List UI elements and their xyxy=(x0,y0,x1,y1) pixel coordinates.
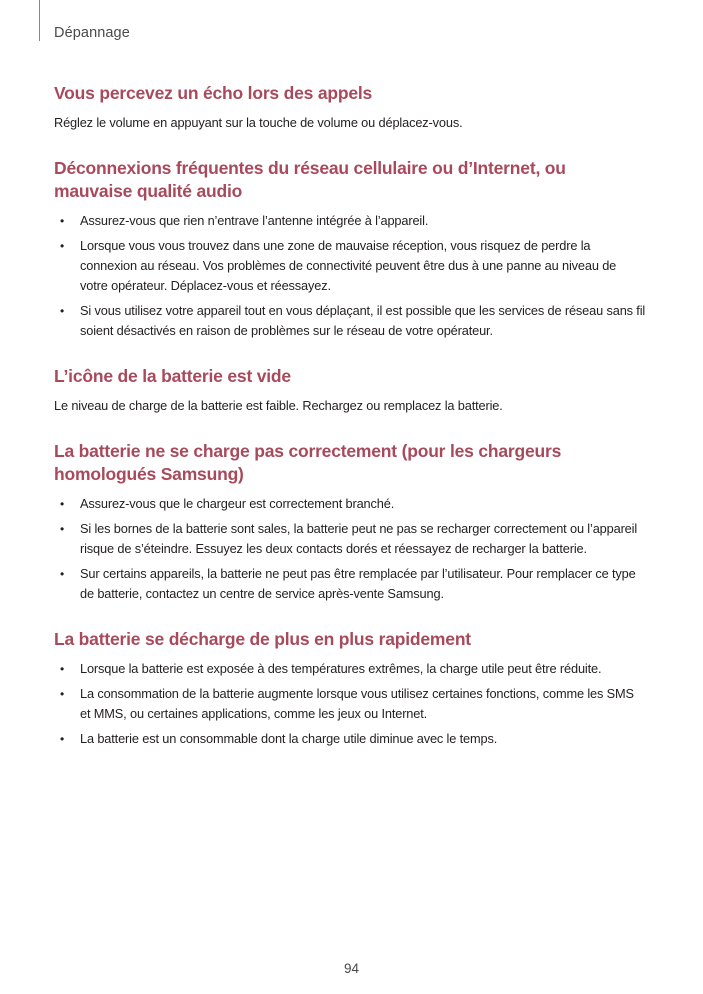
page-header-title: Dépannage xyxy=(54,25,130,41)
section-heading: La batterie se décharge de plus en plus rapidement xyxy=(54,629,471,649)
section-battery-icon-empty xyxy=(54,365,646,416)
list-item-text: Lorsque la batterie est exposée à des températures extrêmes, la charge utile peut être réduite. xyxy=(80,661,602,676)
list-item xyxy=(54,301,646,341)
section-paragraph: Réglez le volume en appuyant sur la touche de volume ou déplacez-vous. xyxy=(54,115,463,130)
section-network-disconnections xyxy=(54,157,646,341)
list-item xyxy=(54,729,646,749)
section-battery-not-charging xyxy=(54,440,646,604)
bullet-list xyxy=(54,659,646,749)
bullet-list xyxy=(54,494,646,604)
bullet-icon: • xyxy=(60,522,65,536)
list-item xyxy=(54,684,646,724)
list-item-text: La consommation de la batterie augmente lorsque vous utilisez certaines fonctions, comme les SMS et MMS, ou certaines applications, comme les jeux ou Internet. xyxy=(80,686,634,721)
list-item xyxy=(54,519,646,559)
list-item-text: Si vous utilisez votre appareil tout en vous déplaçant, il est possible que les services de réseau sans fil soient désactivés en raison de problèmes sur le réseau de votre opérateur. xyxy=(80,303,646,338)
list-item xyxy=(54,659,646,679)
list-item xyxy=(54,236,646,296)
section-battery-drains-faster xyxy=(54,628,646,749)
section-paragraph: Le niveau de charge de la batterie est faible. Rechargez ou remplacez la batterie. xyxy=(54,398,503,413)
list-item-text: La batterie est un consommable dont la charge utile diminue avec le temps. xyxy=(80,731,498,746)
bullet-list xyxy=(54,211,646,341)
bullet-icon: • xyxy=(60,304,65,318)
list-item-text: Assurez-vous que rien n’entrave l’antenne intégrée à l’appareil. xyxy=(80,213,429,228)
bullet-icon: • xyxy=(60,687,65,701)
list-item-text: Assurez-vous que le chargeur est correctement branché. xyxy=(80,496,395,511)
bullet-icon: • xyxy=(60,732,65,746)
header-divider xyxy=(39,0,40,41)
list-item-text: Sur certains appareils, la batterie ne peut pas être remplacée par l’utilisateur. Pour remplacer ce type de batterie, contactez un centre de service après-vente Samsung. xyxy=(80,566,636,601)
list-item-text: Si les bornes de la batterie sont sales, la batterie peut ne pas se recharger correctement ou l’appareil risque de s’éteindre. Essuyez les deux contacts dorés et réessayez de recharger la batterie. xyxy=(80,521,638,556)
bullet-icon: • xyxy=(60,662,65,676)
page-content xyxy=(54,82,646,749)
section-heading: Déconnexions fréquentes du réseau cellulaire ou d’Internet, ou mauvaise qualité audio xyxy=(54,158,566,201)
bullet-icon: • xyxy=(60,567,65,581)
list-item xyxy=(54,494,646,514)
bullet-icon: • xyxy=(60,239,65,253)
bullet-icon: • xyxy=(60,214,65,228)
page-number: 94 xyxy=(343,961,360,976)
list-item xyxy=(54,211,646,231)
section-heading: La batterie ne se charge pas correctement (pour les chargeurs homologués Samsung) xyxy=(54,441,562,484)
list-item-text: Lorsque vous vous trouvez dans une zone de mauvaise réception, vous risquez de perdre la connexion au réseau. Vos problèmes de connectivité peuvent être dus à une panne au niveau de votre opérateur. Déplacez-vous et réessayez. xyxy=(80,238,617,293)
bullet-icon: • xyxy=(60,497,65,511)
section-echo-calls xyxy=(54,82,646,133)
list-item xyxy=(54,564,646,604)
section-heading: Vous percevez un écho lors des appels xyxy=(54,83,373,103)
section-heading: L’icône de la batterie est vide xyxy=(54,366,291,386)
